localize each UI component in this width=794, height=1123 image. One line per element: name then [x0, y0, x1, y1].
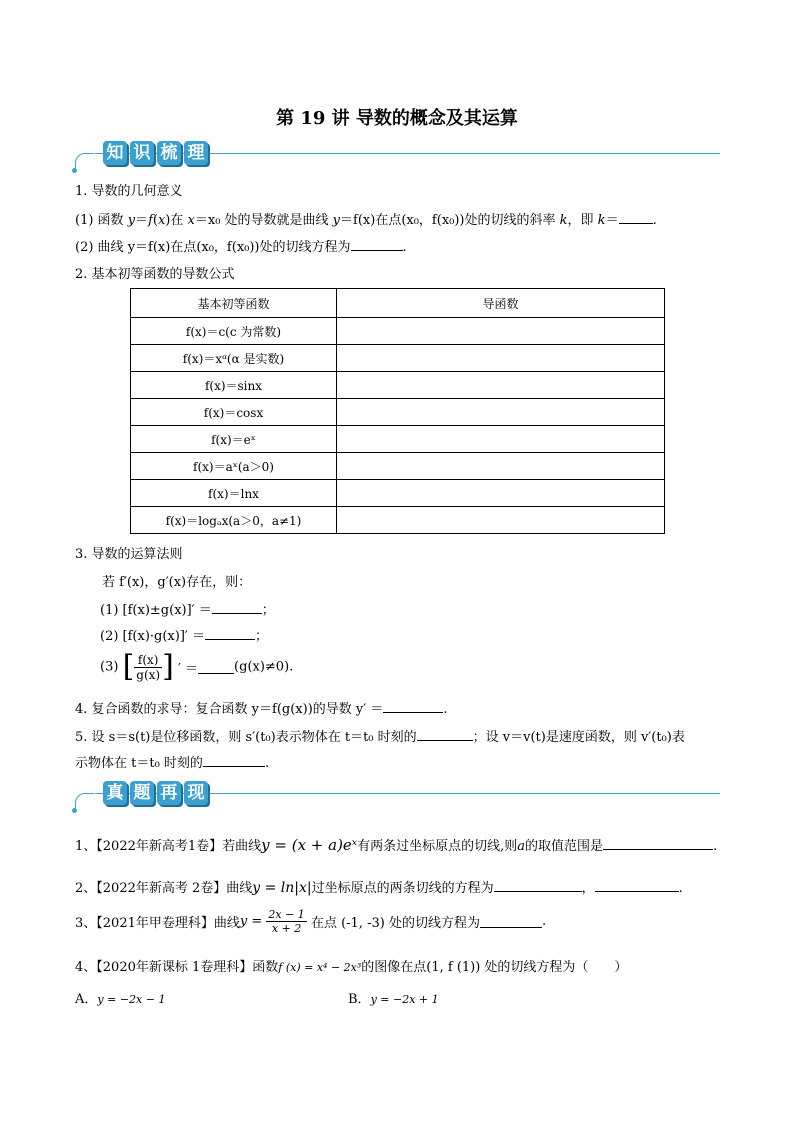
answer-cell[interactable]	[337, 507, 665, 534]
question-1: 1、【2022年新高考1卷】若曲线y = (x + a)eˣ有两条过坐标原点的切线,则a的取值范围是 .	[75, 836, 718, 854]
quotient-fraction: $\frac{f(x)}{g(x)}$	[136, 652, 161, 682]
question-2: 2、【2022年新高考 2卷】曲线y = ln|x|过坐标原点的两条切线的方程为 ， .	[75, 880, 683, 896]
s1-line-2: (2) 曲线 y＝f(x)在点(x₀，f(x₀))处的切线方程为 .	[75, 240, 407, 255]
section-3-heading: 3. 导数的运算法则	[75, 547, 183, 562]
banner-char: 知	[103, 141, 127, 165]
banner-char: 梳	[157, 141, 181, 165]
table-row: f(x)＝c(c 为常数)	[131, 318, 665, 345]
table-row: f(x)＝eˣ	[131, 426, 665, 453]
s1-line-1: (1) 函数 y＝f(x)在 x＝x₀ 处的导数就是曲线 y＝f(x)在点(x₀，f(x₀))处的切线的斜率 k，即 k＝ .	[75, 213, 657, 228]
table-header: 基本初等函数	[131, 289, 337, 318]
answer-cell[interactable]	[337, 399, 665, 426]
page-title: 第 19 讲 导数的概念及其运算	[276, 108, 518, 129]
answer-blank[interactable]	[198, 661, 234, 674]
rule-sum: (1) [f(x)±g(x)]′ ＝ ；	[100, 603, 275, 618]
answer-blank[interactable]	[212, 601, 262, 614]
banner-char: 识	[130, 141, 154, 165]
derivative-table	[130, 288, 665, 534]
answer-blank[interactable]	[603, 837, 713, 850]
rule-quotient: (3) [ $\frac{f(x)}{g(x)}$ ] ′ ＝ (g(x)≠0).	[100, 649, 294, 684]
table-row: f(x)＝xᵅ(α 是实数)	[131, 345, 665, 372]
answer-blank[interactable]	[351, 238, 403, 251]
answer-cell[interactable]	[337, 318, 665, 345]
answer-blank[interactable]	[480, 915, 542, 928]
answer-blank[interactable]	[417, 728, 473, 741]
q3-fraction: $\frac{2x - 1}{x + 2}$	[268, 908, 305, 935]
question-3: 3、【2021年甲卷理科】曲线y = $\frac{2x - 1}{x + 2}$ 在点 (-1, -3) 处的切线方程为 .	[75, 908, 547, 935]
option-b[interactable]: B．y = −2x + 1	[348, 992, 439, 1007]
section-4-text: 4. 复合函数的求导：复合函数 y＝f(g(x))的导数 y′ ＝ .	[75, 702, 448, 717]
section-2-heading: 2. 基本初等函数的导数公式	[75, 267, 235, 282]
section-5-line-2: 示物体在 t＝t₀ 时刻的 .	[75, 756, 270, 771]
banner-char: 再	[157, 781, 181, 805]
section-1-heading: 1. 导数的几何意义	[75, 184, 183, 199]
s3-intro: 若 f′(x)，g′(x)存在，则：	[102, 575, 252, 590]
answer-cell[interactable]	[337, 453, 665, 480]
answer-cell[interactable]	[337, 480, 665, 507]
section-banner-past-exams	[75, 778, 735, 812]
answer-blank[interactable]	[494, 879, 582, 892]
answer-blank[interactable]	[205, 627, 255, 640]
table-header: 导函数	[337, 289, 665, 318]
banner-char: 现	[184, 781, 208, 805]
question-4: 4、【2020年新课标 1卷理科】函数f (x) = x⁴ − 2x³的图像在点(1, f (1)) 处的切线方程为（ ）	[75, 960, 628, 975]
answer-cell[interactable]	[337, 372, 665, 399]
banner-char: 理	[184, 141, 208, 165]
answer-blank[interactable]	[383, 700, 443, 713]
table-row: f(x)＝logₐx(a＞0，a≠1)	[131, 507, 665, 534]
table-row: f(x)＝aˣ(a＞0)	[131, 453, 665, 480]
table-row: f(x)＝lnx	[131, 480, 665, 507]
answer-blank[interactable]	[595, 879, 679, 892]
answer-cell[interactable]	[337, 426, 665, 453]
banner-char: 真	[103, 781, 127, 805]
answer-blank[interactable]	[203, 754, 265, 767]
table-row: f(x)＝cosx	[131, 399, 665, 426]
section-5-line-1: 5. 设 s＝s(t)是位移函数，则 s′(t₀)表示物体在 t＝t₀ 时刻的 ；设 v＝v(t)是速度函数，则 v′(t₀)表	[75, 730, 685, 745]
banner-char: 题	[130, 781, 154, 805]
table-row: f(x)＝sinx	[131, 372, 665, 399]
section-banner-knowledge	[75, 138, 735, 172]
answer-blank[interactable]	[619, 211, 653, 224]
answer-cell[interactable]	[337, 345, 665, 372]
option-a[interactable]: A．y = −2x − 1	[75, 992, 166, 1007]
rule-product: (2) [f(x)·g(x)]′ ＝ ；	[100, 629, 269, 644]
